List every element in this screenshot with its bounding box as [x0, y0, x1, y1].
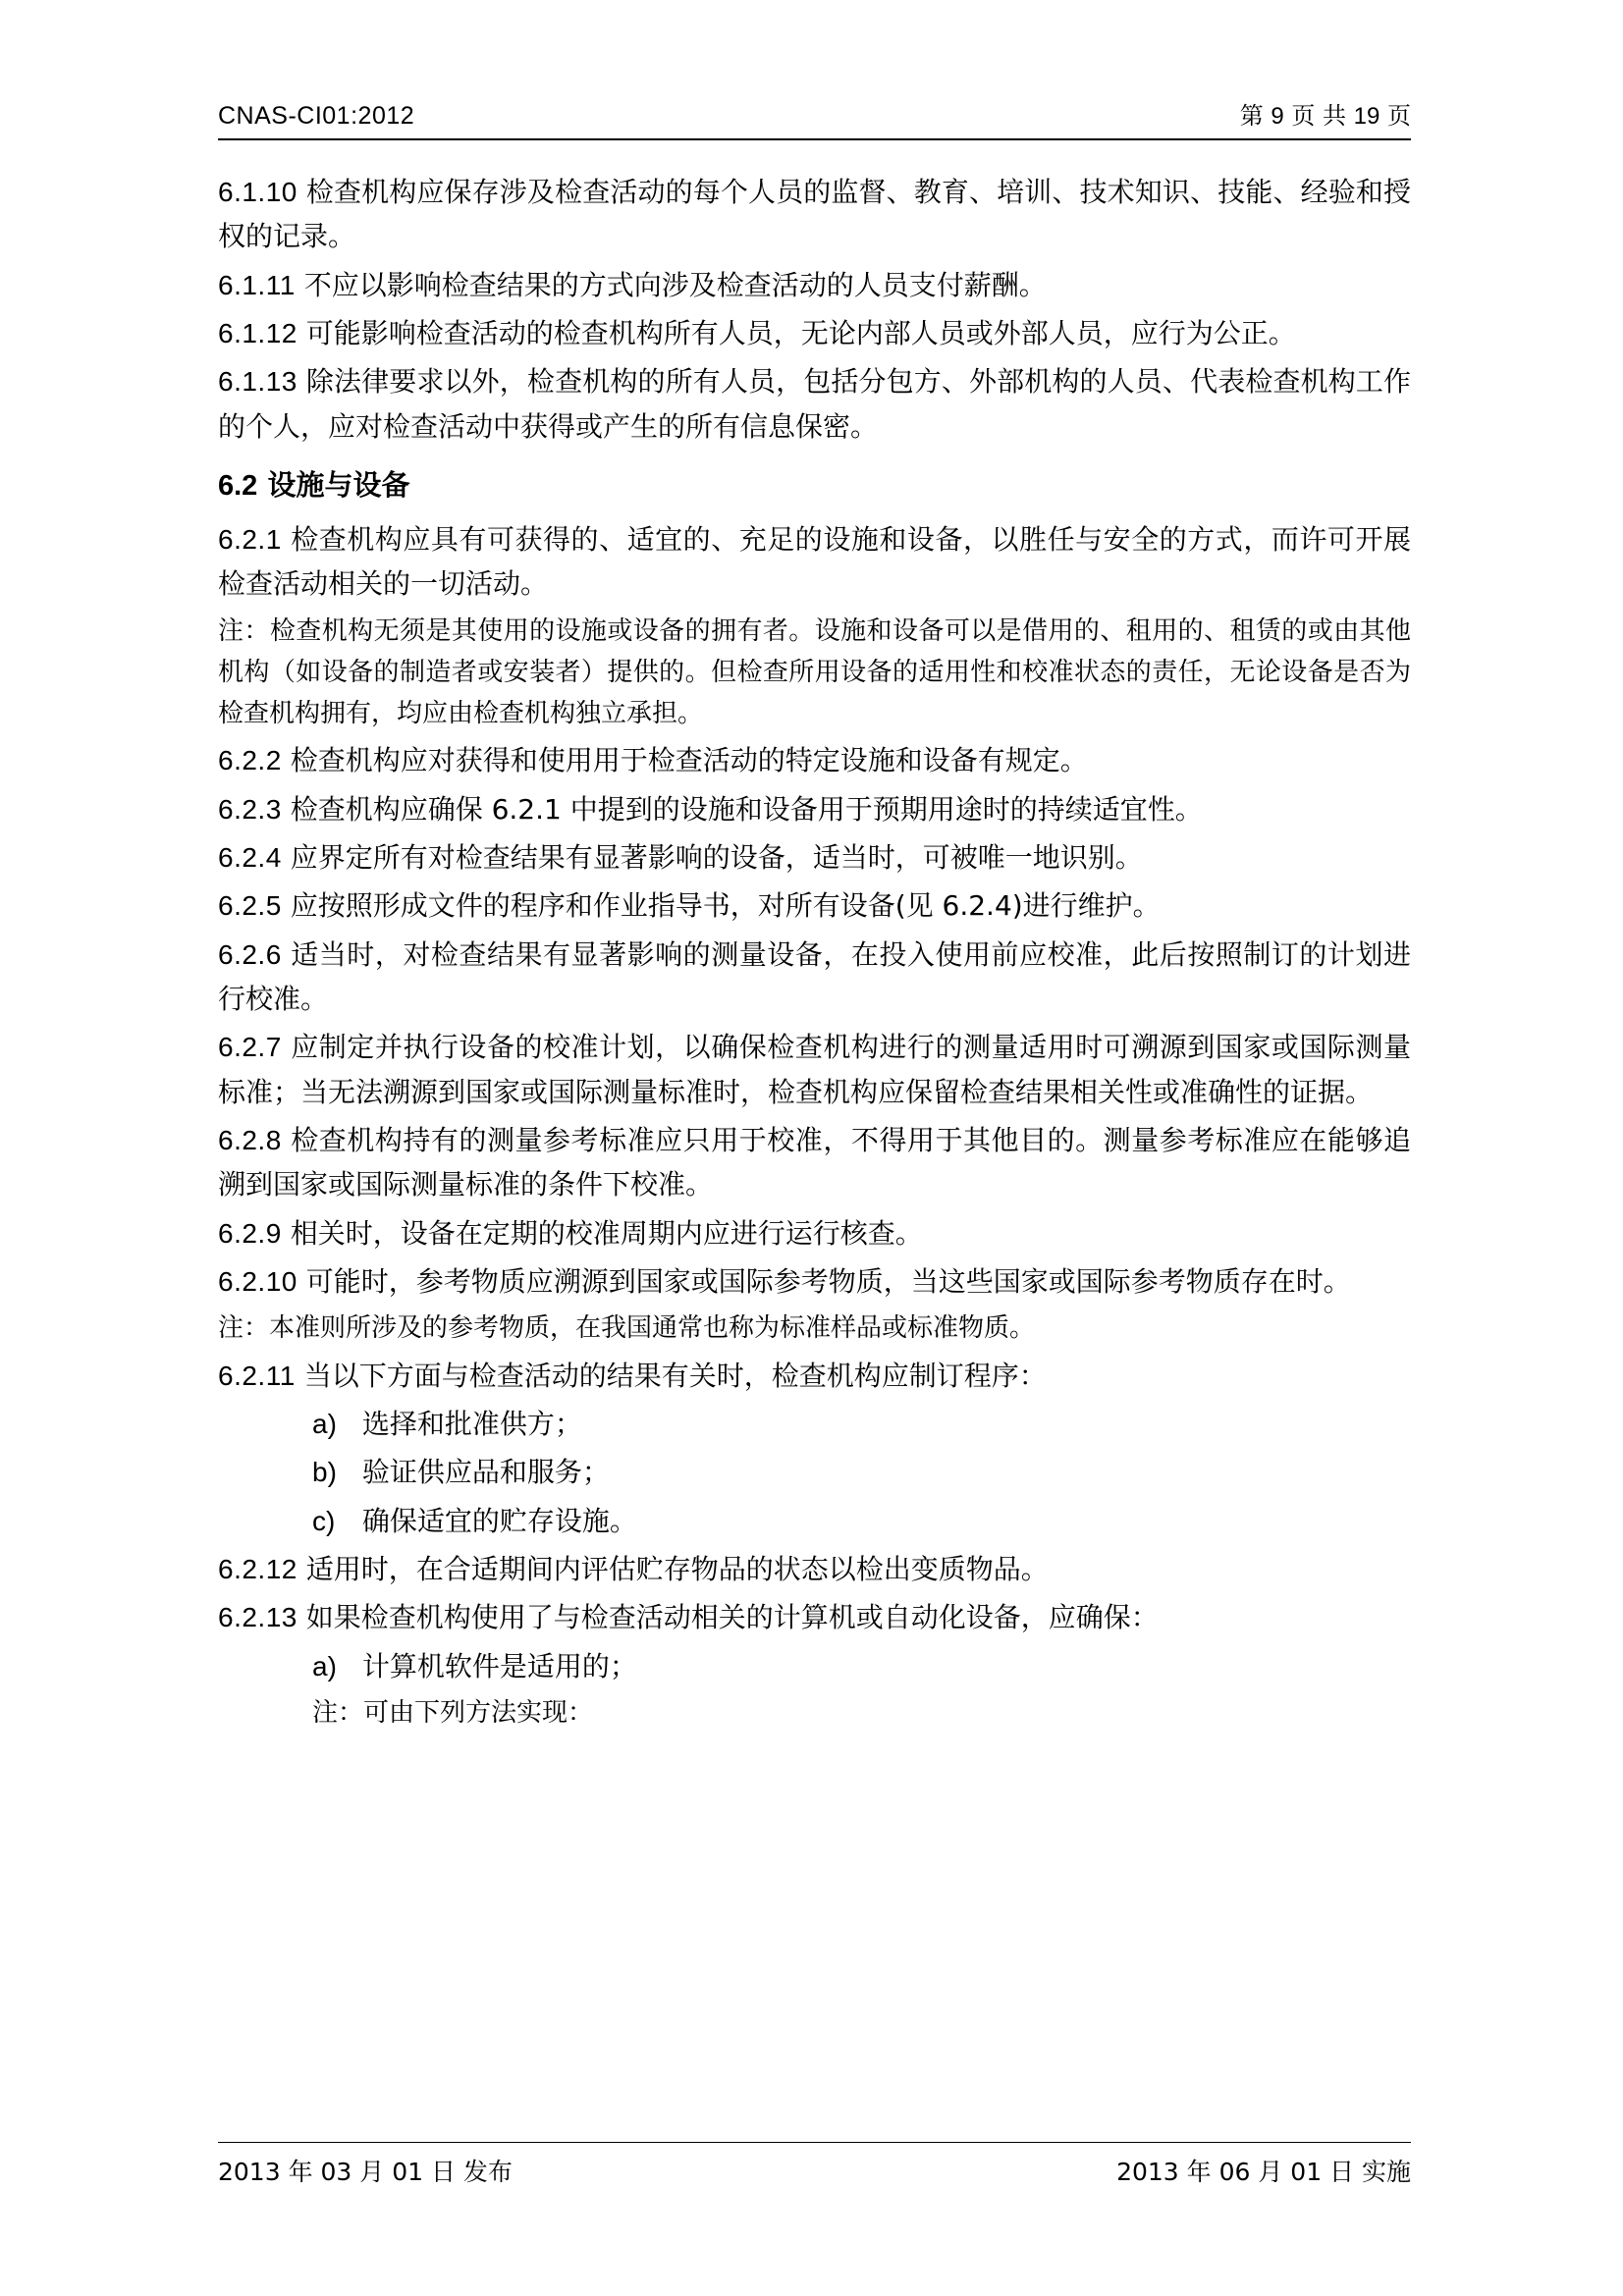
note-6-2-10: 注：本准则所涉及的参考物质，在我国通常也称为标准样品或标准物质。 — [218, 1313, 1036, 1344]
clause-label: 6.2.2 — [218, 745, 282, 776]
clause-6-2-6 — [218, 933, 1411, 1022]
note-6-2-13: 注：可由下列方法实现： — [312, 1698, 594, 1729]
list-item-text: 确保适宜的贮存设施。 — [361, 1504, 637, 1537]
clause-label: 6.1.10 — [218, 177, 298, 207]
list-marker: a) — [312, 1650, 337, 1682]
clause-label: 6.1.13 — [218, 366, 298, 398]
clause-6-2-13 — [218, 1595, 1411, 1639]
clause-label: 6.2.8 — [218, 1125, 282, 1156]
list-item — [218, 1644, 1411, 1688]
clause-6-1-12 — [218, 311, 1411, 355]
list-item — [218, 1450, 1411, 1494]
clause-6-2-9 — [218, 1211, 1411, 1255]
clause-label: 6.2.13 — [218, 1602, 298, 1633]
clause-text: 适当时，对检查结果有显著影响的测量设备，在投入使用前应校准，此后按照制订的计划进行校准。 — [218, 937, 1411, 1015]
list-marker: a) — [312, 1408, 337, 1439]
clause-text: 可能时，参考物质应溯源到国家或国际参考物质，当这些国家或国际参考物质存在时。 — [305, 1265, 1351, 1299]
clause-label: 6.2.5 — [218, 890, 282, 922]
clause-6-2-5 — [218, 883, 1411, 928]
clause-label: 6.2.3 — [218, 793, 282, 825]
clause-text: 应按照形成文件的程序和作业指导书，对所有设备(见 6.2.4)进行维护。 — [290, 889, 1161, 923]
clause-6-2-11-list — [218, 1402, 1411, 1543]
clause-6-2-3 — [218, 787, 1411, 831]
effective-date: 2013 年 06 月 01 日 实施 — [1116, 2158, 1411, 2186]
document-body — [218, 170, 1411, 1734]
page-total: 19 — [1353, 103, 1380, 130]
section-title: 设施与设备 — [267, 468, 410, 503]
page-suffix-label: 页 — [1387, 102, 1411, 130]
clause-text: 如果检查机构使用了与检查活动相关的计算机或自动化设备，应确保： — [305, 1601, 1159, 1634]
clause-text: 应制定并执行设备的校准计划，以确保检查机构进行的测量适用时可溯源到国家或国际测量标准；当无法溯源到国家或国际测量标准时，检查机构应保留检查结果相关性或准确性的证据。 — [218, 1031, 1411, 1108]
clause-label: 6.2.9 — [218, 1217, 282, 1249]
note-6-2-1: 注：检查机构无须是其使用的设施或设备的拥有者。设施和设备可以是借用的、租用的、租赁的或由其他机构（如设备的制造者或安装者）提供的。但检查所用设备的适用性和校准状态的责任，无论设备是否为检查机构拥有，均应由检查机构独立承担。 — [218, 615, 1411, 729]
publish-date: 2013 年 03 月 01 日 发布 — [218, 2158, 513, 2186]
header-divider — [218, 138, 1411, 140]
clause-label: 6.2.4 — [218, 841, 282, 873]
clause-6-2-4 — [218, 835, 1411, 880]
list-item — [218, 1402, 1411, 1446]
clause-text: 相关时，设备在定期的校准周期内应进行运行核查。 — [290, 1216, 923, 1250]
page-number-indicator — [1240, 96, 1411, 131]
clause-text: 应界定所有对检查结果有显著影响的设备，适当时，可被唯一地识别。 — [290, 840, 1143, 874]
clause-6-2-1 — [218, 517, 1411, 607]
list-item-text: 验证供应品和服务； — [361, 1456, 610, 1489]
clause-6-2-7 — [218, 1025, 1411, 1114]
clause-label: 6.1.11 — [218, 269, 296, 300]
list-item-text: 计算机软件是适用的； — [361, 1649, 637, 1682]
clause-6-2-8 — [218, 1118, 1411, 1207]
clause-text: 适用时，在合适期间内评估贮存物品的状态以检出变质物品。 — [305, 1553, 1049, 1586]
clause-6-1-10 — [218, 170, 1411, 259]
clause-label: 6.2.7 — [218, 1032, 282, 1063]
list-item-text: 选择和批准供方； — [361, 1407, 582, 1440]
clause-text: 检查机构应确保 6.2.1 中提到的设施和设备用于预期用途时的持续适宜性。 — [290, 792, 1203, 826]
page-label-prefix: 第 — [1239, 102, 1264, 130]
page-header — [218, 96, 1411, 138]
clause-6-2-2 — [218, 738, 1411, 782]
clause-6-1-11 — [218, 263, 1411, 307]
list-marker: c) — [312, 1505, 336, 1536]
clause-6-2-12 — [218, 1547, 1411, 1591]
clause-text: 检查机构应保存涉及检查活动的每个人员的监督、教育、培训、技术知识、技能、经验和授权的记录。 — [218, 176, 1411, 253]
clause-text: 除法律要求以外，检查机构的所有人员，包括分包方、外部机构的人员、代表检查机构工作的个人，应对检查活动中获得或产生的所有信息保密。 — [218, 365, 1411, 443]
clause-6-1-13 — [218, 359, 1411, 449]
section-heading-6-2 — [218, 462, 1411, 509]
clause-text: 当以下方面与检查活动的结果有关时，检查机构应制订程序： — [303, 1359, 1047, 1392]
section-number: 6.2 — [218, 470, 258, 503]
clause-label: 6.2.6 — [218, 938, 282, 970]
clause-text: 不应以影响检查结果的方式向涉及检查活动的人员支付薪酬。 — [303, 268, 1047, 301]
clause-6-2-10 — [218, 1259, 1411, 1304]
clause-label: 6.2.11 — [218, 1360, 296, 1391]
page-middle-label: 页 共 — [1291, 102, 1347, 130]
clause-label: 6.2.1 — [218, 524, 282, 556]
clause-label: 6.2.12 — [218, 1554, 298, 1585]
clause-label: 6.2.10 — [218, 1266, 298, 1298]
clause-text: 检查机构应对获得和使用用于检查活动的特定设施和设备有规定。 — [290, 744, 1088, 777]
list-item — [218, 1499, 1411, 1543]
clause-6-2-13-list — [218, 1644, 1411, 1688]
clause-text: 可能影响检查活动的检查机构所有人员，无论内部人员或外部人员，应行为公正。 — [305, 317, 1296, 350]
clause-label: 6.1.12 — [218, 318, 298, 349]
list-marker: b) — [312, 1457, 337, 1488]
document-code: CNAS-CI01:2012 — [218, 102, 415, 130]
clause-text: 检查机构应具有可获得的、适宜的、充足的设施和设备，以胜任与安全的方式，而许可开展检查活动相关的一切活动。 — [218, 523, 1411, 601]
page-content — [218, 96, 1411, 1737]
clause-text: 检查机构持有的测量参考标准应只用于校准，不得用于其他目的。测量参考标准应在能够追溯到国家或国际测量标准的条件下校准。 — [218, 1124, 1411, 1201]
page-footer — [218, 2142, 1411, 2188]
clause-6-2-11 — [218, 1354, 1411, 1398]
page-current: 9 — [1271, 103, 1284, 130]
